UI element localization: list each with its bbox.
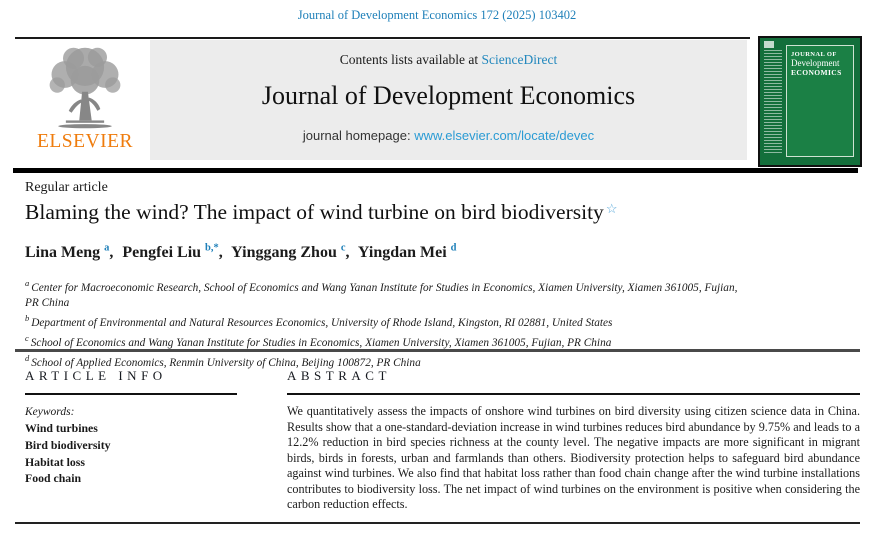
sciencedirect-link[interactable]: ScienceDirect	[481, 52, 558, 67]
contents-line	[150, 40, 747, 68]
cover-publisher-chip	[764, 41, 774, 48]
elsevier-tree-icon	[37, 42, 133, 130]
section-divider-rule	[15, 349, 860, 352]
article-info-rule	[25, 393, 237, 395]
abstract-text: We quantitatively assess the impacts of onshore wind turbines on bird diversity using citizen science data in China. Results show that a one-standard-deviation increase in wind turbines reduces bird abundance by 9.75% and leads to a 12.2% reduction in bird species richness at the county level. The negative impacts are more significant in migrant birds, birds in forests, urban and farmlands than others. Biodiversity protection helps to safeguard bird abundance against wind turbines. We also find that habitat loss rather than food chain change after the wind turbine installations contributes to biodiversity loss. The net impact of wind turbines on the environment is positive when considering the carbon reduction effects.	[287, 404, 860, 511]
paper-title-text: Blaming the wind? The impact of wind turbine on bird biodiversity	[25, 200, 604, 224]
cover-inner-panel	[786, 45, 854, 157]
homepage-line	[150, 128, 747, 143]
author[interactable]: Pengfei Liu $^{b,*}$	[122, 243, 219, 262]
page-bottom-rule	[15, 522, 860, 524]
affiliation: $^a$ Center for Macroeconomic Research, School of Economics and Wang Yanan Institute for Studies in Economics, Xiamen University, Xiamen 361005, Fujian, PR China	[25, 278, 738, 310]
abstract-column	[287, 368, 860, 513]
title-footnote-star-icon[interactable]: ☆	[605, 201, 618, 216]
journal-header-banner	[150, 40, 747, 160]
header-top-rule	[15, 37, 750, 39]
paper-title	[25, 200, 617, 225]
keyword-item: Bird biodiversity	[25, 437, 111, 452]
journal-reference[interactable]: Journal of Development Economics 172 (2025) 103402	[297, 8, 577, 22]
abstract-rule	[287, 393, 860, 395]
author[interactable]: Yinggang Zhou $^c$	[231, 243, 346, 262]
cover-title-line2: Development	[791, 58, 840, 68]
author-sup: a	[104, 243, 110, 254]
author-sup: d	[450, 243, 457, 254]
cover-title-line1: JOURNAL OF	[791, 51, 837, 58]
elsevier-logo[interactable]	[22, 42, 148, 162]
author-separator: ,	[218, 244, 223, 262]
affiliation: $^b$ Department of Environmental and Natural Resources Economics, University of Rhode Island, Kingston, RI 02881, United States	[25, 313, 613, 330]
keyword-item: Wind turbines	[25, 421, 98, 435]
article-info-heading: ARTICLE INFO	[25, 368, 167, 383]
homepage-link[interactable]: www.elsevier.com/locate/devec	[414, 128, 595, 143]
contents-line-text: Contents lists available at	[339, 52, 479, 67]
keywords-label: Keywords:	[25, 406, 75, 418]
keyword-item: Food chain	[25, 471, 82, 486]
keyword-item: Habitat loss	[25, 454, 85, 469]
author-sup: c	[340, 243, 346, 254]
article-type-label: Regular article	[25, 180, 108, 195]
affiliation: $^c$ School of Economics and Wang Yanan Institute for Studies in Economics, Xiamen University, Xiamen 361005, Fujian, PR China	[25, 333, 612, 350]
cover-editor-list	[764, 50, 782, 154]
journal-cover-thumbnail[interactable]	[758, 36, 862, 167]
author-sup: b,*	[205, 243, 219, 254]
affiliation: $^d$ School of Applied Economics, Renmin University of China, Beijing 100872, PR China	[25, 353, 421, 370]
author-separator: ,	[109, 244, 114, 262]
affiliations-block	[25, 276, 753, 372]
cover-title-line3: ECONOMICS	[791, 68, 842, 77]
homepage-label: journal homepage:	[302, 128, 411, 143]
authors-line	[25, 243, 457, 262]
journal-title: Journal of Development Economics	[261, 81, 636, 110]
author[interactable]: Yingdan Mei $^d$	[357, 243, 457, 262]
author-separator: ,	[345, 244, 350, 262]
author[interactable]: Lina Meng $^a$	[25, 243, 110, 262]
elsevier-wordmark: ELSEVIER	[36, 131, 134, 152]
abstract-heading: ABSTRACT	[287, 368, 391, 383]
header-bottom-rule	[13, 168, 858, 173]
article-info-column	[25, 368, 237, 487]
